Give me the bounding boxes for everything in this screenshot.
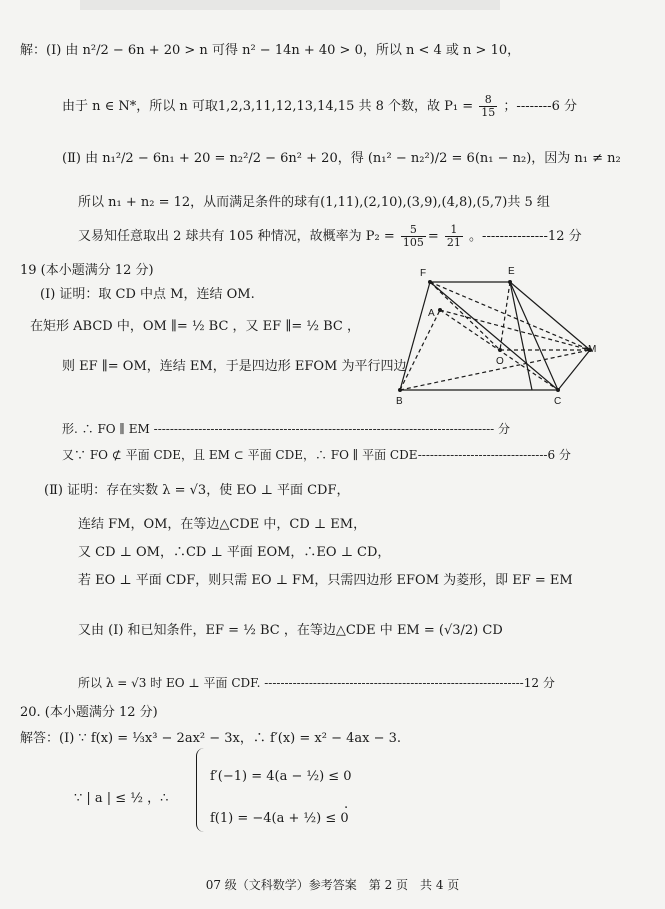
- q19-line-11: 所以 λ = √3 时 EO ⊥ 平面 CDF. ----------------------------------------------------------------12 分: [78, 676, 555, 690]
- label-F: F: [420, 268, 427, 279]
- p2-fraction-b: [445, 224, 463, 249]
- q18-line-5b: 。---------------12 分: [469, 229, 582, 244]
- q19-line-8: 又 CD ⊥ OM，∴CD ⊥ 平面 EOM，∴EO ⊥ CD，: [78, 545, 391, 560]
- scan-smudge: [80, 0, 500, 10]
- p2-denominator-b: 21: [446, 236, 461, 249]
- q18-line-4: 所以 n₁ + n₂ = 12，从而满足条件的球有(1,11),(2,10),(3,9),(4,8),(5,7)共 5 组: [78, 195, 550, 210]
- label-B: B: [396, 396, 403, 407]
- q18-line-1: 解：(Ⅰ) 由 n²/2 − 6n + 20 > n 可得 n² − 14n + 40 > 0，所以 n < 4 或 n > 10，: [20, 43, 521, 58]
- p2-numerator-a: 5: [401, 224, 426, 237]
- q20-system-tail: .: [344, 797, 349, 812]
- q18-line-3: (Ⅱ) 由 n₁²/2 − 6n₁ + 20 = n₂²/2 − 6n² + 20，得 (n₁² − n₂²)/2 = 6(n₁ − n₂)，因为 n₁ ≠ n₂: [62, 151, 621, 166]
- q19-line-7: 连结 FM，OM，在等边△CDE 中，CD ⊥ EM，: [78, 517, 367, 532]
- q18-line-5a: 又易知任意取出 2 球共有 105 种情况，故概率为 P₂ =: [78, 229, 395, 244]
- p1-denominator: 15: [481, 106, 496, 119]
- q18-line-2b: ；--------6 分: [503, 99, 577, 114]
- q19-line-1: (Ⅰ) 证明：取 CD 中点 M，连结 OM.: [40, 287, 255, 302]
- q19-title: 19 (本小题满分 12 分): [20, 263, 154, 278]
- q19-line-10: 又由 (Ⅰ) 和已知条件，EF = ½ BC ，在等边△CDE 中 EM = (√3/2) CD: [78, 623, 503, 638]
- page-footer: 07 级（文科数学）参考答案 第 2 页 共 4 页: [205, 878, 460, 892]
- p1-numerator: 8: [479, 94, 497, 107]
- label-A: A: [428, 308, 435, 319]
- q18-line-2: [62, 94, 577, 119]
- q20-system-eq-2: f(1) = −4(a + ½) ≤ 0: [210, 811, 349, 826]
- label-C: C: [554, 396, 562, 407]
- equation-system-brace: [196, 748, 205, 832]
- p1-fraction: [479, 94, 497, 119]
- q19-line-4: 形. ∴ FO ∥ EM ------------------------------------------------------------------------------------ 分: [62, 422, 511, 436]
- q18-line-2a: 由于 n ∈ N*，所以 n 可取1,2,3,11,12,13,14,15 共 8 个数，故 P₁ =: [62, 99, 474, 114]
- q19-line-9: 若 EO ⊥ 平面 CDF，则只需 EO ⊥ FM，只需四边形 EFOM 为菱形，即 EF = EM: [78, 573, 573, 588]
- q19-line-2: 在矩形 ABCD 中，OM ∥= ½ BC ，又 EF ∥= ½ BC ，: [30, 319, 360, 334]
- p2-denominator-a: 105: [402, 236, 424, 249]
- geometry-figure: [390, 262, 615, 410]
- q19-line-3: 则 EF ∥= OM，连结 EM，于是四边形 EFOM 为平行四边: [62, 359, 407, 374]
- label-O: O: [496, 356, 504, 367]
- q19-line-6: (Ⅱ) 证明：存在实数 λ = √3，使 EO ⊥ 平面 CDF，: [44, 483, 350, 498]
- q19-line-5: 又∵ FO ⊄ 平面 CDE，且 EM ⊂ 平面 CDE，∴ FO ∥ 平面 CDE--------------------------------6 分: [62, 448, 571, 462]
- q18-line-5: 又易知任意取出 2 球共有 105 种情况，故概率为 P₂ = $\frac{5}{105}$ = $\frac{1}{21}$ 。---------------12 分: [78, 223, 582, 249]
- p2-fraction-a: [401, 224, 426, 249]
- q20-line-2: ∵ | a | ≤ ½ ，∴: [74, 791, 169, 806]
- q20-system-eq-1: f′(−1) = 4(a − ½) ≤ 0: [210, 769, 352, 784]
- label-M: M: [588, 344, 597, 355]
- p2-numerator-b: 1: [445, 224, 463, 237]
- q20-title: 20. (本小题满分 12 分): [20, 705, 158, 720]
- q20-line-1: 解答：(Ⅰ) ∵ f(x) = ⅓x³ − 2ax² − 3x，∴ f′(x) = x² − 4ax − 3.: [20, 731, 402, 746]
- label-E: E: [508, 266, 515, 277]
